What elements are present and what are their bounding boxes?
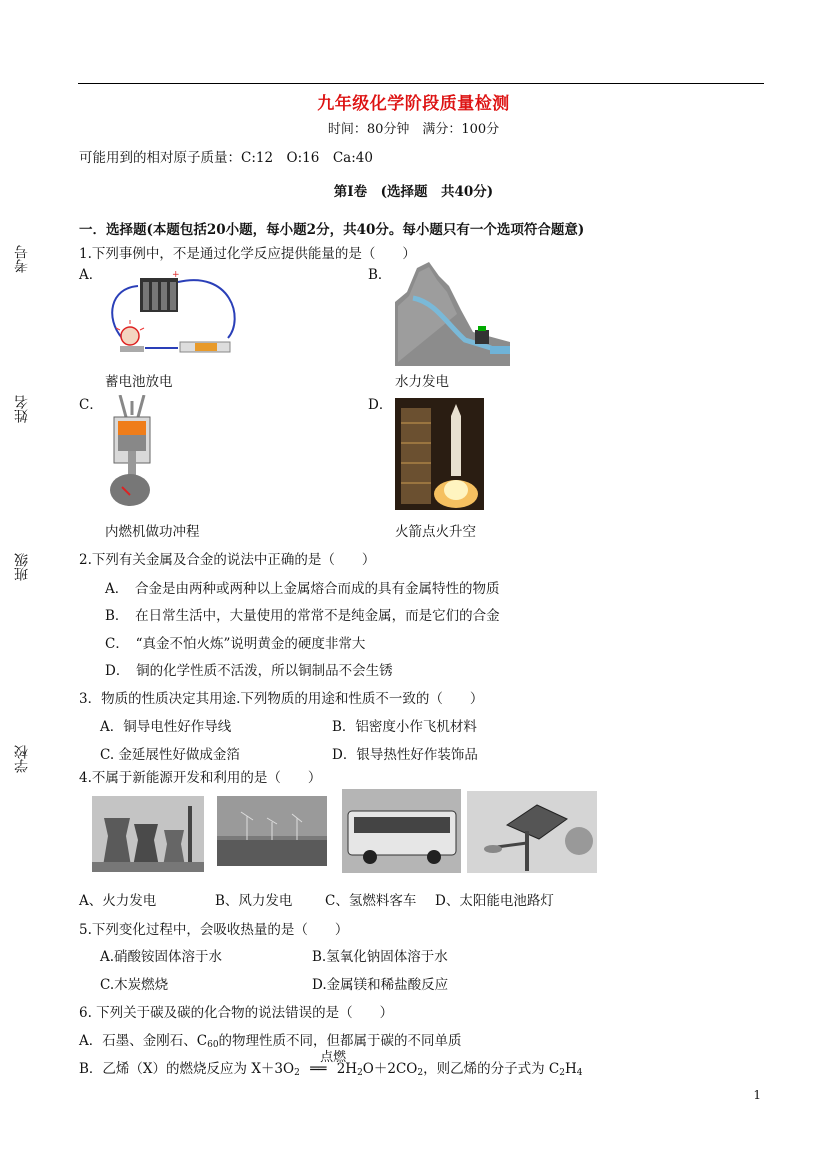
q1-option-b-letter: B． — [368, 267, 392, 283]
q6-option-b-part1: B．乙烯（X）的燃烧反应为 X＋3O — [79, 1061, 295, 1077]
q6-option-b-sub3: 2 — [417, 1068, 424, 1078]
q4-option-c: C、氢燃料客车 — [325, 893, 417, 909]
q6-option-a-before: A．石墨、金刚石、C — [79, 1033, 208, 1049]
q5-option-a: A.硝酸铵固体溶于水 — [100, 949, 223, 965]
q6-option-b-sub1: 2 — [294, 1068, 300, 1078]
page-number: 1 — [753, 1088, 761, 1102]
side-label-exam-number: 考号 — [14, 245, 30, 273]
instructions: 一．选择题(本题包括20小题，每小题2分，共40分。每小题只有一个选项符合题意) — [79, 222, 585, 238]
page-title: 九年级化学阶段质量检测 — [317, 94, 510, 114]
side-label-class: 班级 — [14, 553, 30, 581]
hydropower-image — [395, 262, 510, 366]
q4-option-b: B、风力发电 — [215, 893, 293, 909]
q5-option-c: C.木炭燃烧 — [100, 977, 169, 993]
q4-option-d: D、太阳能电池路灯 — [435, 893, 554, 909]
q6-option-a-after: 的物理性质不同，但都属于碳的不同单质 — [218, 1033, 462, 1049]
q2-option-c: C． “真金不怕火炼”说明黄金的硬度非常大 — [105, 636, 366, 652]
q2-option-a: A． 合金是由两种或两种以上金属熔合而成的具有金属特性的物质 — [105, 581, 500, 597]
q2-stem: 2.下列有关金属及合金的说法中正确的是（ ） — [79, 552, 376, 568]
q4-option-a: A、火力发电 — [79, 893, 157, 909]
svg-text:+: + — [172, 270, 180, 280]
hydrogen-bus-image — [342, 789, 461, 873]
q5-stem: 5.下列变化过程中，会吸收热量的是（ ） — [79, 922, 349, 938]
q6-option-a-sub: 60 — [207, 1040, 219, 1050]
atomic-mass-line: 可能用到的相对原子质量：C:12 O:16 Ca:40 — [79, 150, 373, 166]
wind-power-image — [217, 796, 327, 866]
q1-option-c-letter: C． — [79, 397, 103, 413]
q3-option-c: C. 金延展性好做成金箔 — [100, 747, 240, 763]
q3-option-b: B．铝密度小作飞机材料 — [332, 719, 477, 735]
battery-circuit-image — [100, 268, 242, 360]
q6-option-b-sub5: 4 — [576, 1068, 583, 1078]
q6-option-b-part4: ，则乙烯的分子式为 C — [423, 1061, 560, 1077]
q6-option-b-sub4: 2 — [559, 1068, 565, 1078]
side-label-name: 姓名 — [14, 395, 30, 423]
q4-stem: 4.不属于新能源开发和利用的是（ ） — [79, 770, 322, 786]
rocket-launch-image — [395, 398, 484, 510]
q5-option-b: B.氢氧化钠固体溶于水 — [312, 949, 448, 965]
q1-option-d-letter: D． — [368, 397, 393, 413]
q2-option-b: B． 在日常生活中，大量使用的常常不是纯金属，而是它们的合金 — [105, 608, 500, 624]
solar-street-light-image — [467, 791, 597, 873]
q6-option-b — [79, 1050, 583, 1078]
q1-option-a-caption: 蓄电池放电 — [105, 374, 173, 390]
q6-option-b-part2: 2H — [336, 1061, 358, 1077]
thermal-power-image — [92, 796, 204, 872]
section-title: 第Ⅰ卷 (选择题 共40分) — [333, 184, 494, 200]
q1-option-d-caption: 火箭点火升空 — [395, 524, 476, 540]
q1-stem: 1.下列事例中，不是通过化学反应提供能量的是（ ） — [79, 246, 416, 262]
q2-option-d: D． 铜的化学性质不活泼，所以铜制品不会生锈 — [105, 663, 393, 679]
q6-option-b-sub2: 2 — [357, 1068, 363, 1078]
q6-option-b-part5: H — [564, 1061, 577, 1077]
q3-option-a: A．铜导电性好作导线 — [100, 719, 232, 735]
reaction-condition: 点燃 — [320, 1050, 347, 1065]
exam-subtitle: 时间：80分钟 满分：100分 — [327, 122, 500, 137]
side-label-school: 学校 — [14, 745, 30, 773]
q3-option-d: D．银导热性好作装饰品 — [332, 747, 478, 763]
q1-option-b-caption: 水力发电 — [395, 374, 449, 390]
q3-stem: 3．物质的性质决定其用途.下列物质的用途和性质不一致的（ ） — [79, 691, 484, 707]
header-rule — [78, 83, 764, 84]
q6-option-a — [79, 1029, 462, 1050]
engine-piston-image — [100, 395, 164, 510]
q5-option-d: D.金属镁和稀盐酸反应 — [312, 977, 449, 993]
reaction-equals-sign: ══ — [310, 1061, 327, 1077]
q1-option-c-caption: 内燃机做功冲程 — [105, 524, 200, 540]
q6-stem: 6. 下列关于碳及碳的化合物的说法错误的是（ ） — [79, 1005, 394, 1021]
q6-option-b-part3: O＋2CO — [362, 1061, 418, 1077]
q1-option-a-letter: A． — [79, 267, 103, 283]
